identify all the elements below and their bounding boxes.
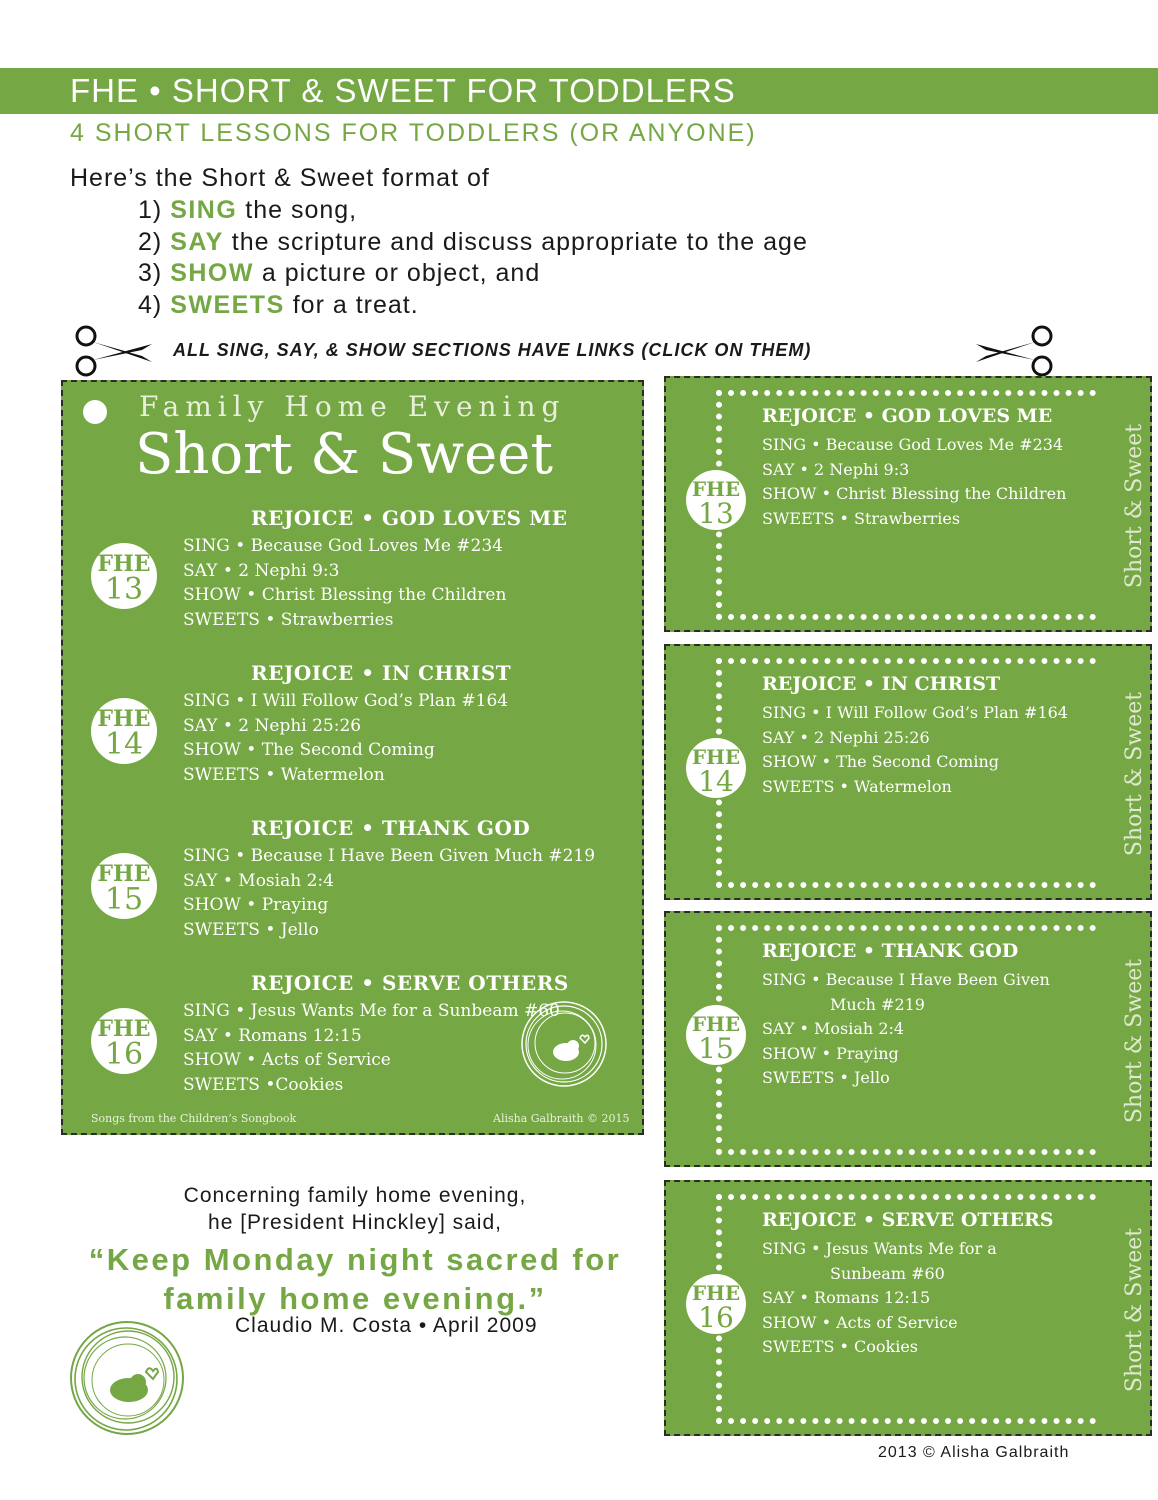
say-link[interactable]: SAY • 2 Nephi 25:26 bbox=[183, 715, 362, 736]
lesson-title: REJOICE • THANK GOD bbox=[762, 940, 1019, 962]
sweets-line: SWEETS • Strawberries bbox=[183, 610, 394, 631]
say-link[interactable]: SAY • Mosiah 2:4 bbox=[183, 870, 334, 891]
show-link[interactable]: SHOW • The Second Coming bbox=[183, 740, 435, 761]
small-card-13: FHE 13 REJOICE • GOD LOVES ME SING • Because God Loves Me #234 SAY • 2 Nephi 9:3 SHOW • Christ Blessing the Children SWEETS • Strawberries Short & Sweet bbox=[664, 376, 1152, 632]
fhe-badge: FHE 14 bbox=[91, 698, 157, 764]
sing-link[interactable]: SING • Because God Loves Me #234 bbox=[183, 536, 503, 556]
sweets-line: SWEETS • Watermelon bbox=[183, 765, 385, 786]
scissors-icon bbox=[976, 322, 1056, 382]
step-sing: 1) SING the song, bbox=[138, 196, 358, 224]
sing-link[interactable]: SING • Because God Loves Me #234 bbox=[762, 435, 1064, 454]
lesson-13 bbox=[63, 506, 644, 656]
punch-hole bbox=[83, 400, 107, 424]
show-link[interactable]: SHOW • Praying bbox=[762, 1043, 899, 1063]
card-main-title: Short & Sweet bbox=[135, 422, 553, 487]
step-keyword: SING bbox=[170, 196, 238, 224]
show-link[interactable]: SHOW • Acts of Service bbox=[762, 1312, 958, 1332]
sing-link[interactable]: SING • Because I Have Been Given bbox=[762, 970, 1050, 989]
say-link[interactable]: SAY • 2 Nephi 9:3 bbox=[183, 560, 340, 581]
step-keyword: SAY bbox=[170, 227, 224, 256]
step-show: 3) SHOW a picture or object, and bbox=[138, 259, 541, 288]
quote-line-2: family home evening.” bbox=[163, 1281, 547, 1316]
card-footer-source: Songs from the Children’s Songbook bbox=[91, 1112, 297, 1125]
step-keyword: SHOW bbox=[170, 259, 254, 288]
quote-citation: Claudio M. Costa • April 2009 bbox=[235, 1314, 538, 1337]
fhe-badge: FHE 16 bbox=[686, 1274, 746, 1334]
say-link[interactable]: SAY • Mosiah 2:4 bbox=[762, 1019, 905, 1038]
nest-logo-icon bbox=[518, 998, 610, 1090]
say-link[interactable]: SAY • 2 Nephi 25:26 bbox=[762, 727, 930, 747]
sing-link-continued[interactable]: Sunbeam #60 bbox=[830, 1263, 945, 1283]
sing-link[interactable]: SING • Because I Have Been Given Much #219 bbox=[183, 846, 596, 866]
quote-line-1: “Keep Monday night sacred for bbox=[88, 1242, 622, 1277]
lesson-title: REJOICE • GOD LOVES ME bbox=[762, 405, 1053, 427]
card-top-title: Family Home Evening bbox=[139, 390, 566, 423]
quote-intro-1: Concerning family home evening, bbox=[183, 1184, 527, 1207]
fhe-badge: FHE 13 bbox=[686, 470, 746, 530]
small-card-15: FHE 15 REJOICE • THANK GOD SING • Because I Have Been Given Much #219 SAY • Mosiah 2:4 SHOW • Praying SWEETS • Jello Short & Sweet bbox=[664, 911, 1152, 1167]
sweets-line: SWEETS • Jello bbox=[762, 1068, 890, 1087]
step-say: 2) SAY the scripture and discuss appropriate to the age bbox=[138, 227, 808, 256]
fhe-badge: FHE 14 bbox=[686, 738, 746, 798]
show-link[interactable]: SHOW • Acts of Service bbox=[183, 1050, 391, 1071]
lesson-title: REJOICE • IN CHRIST bbox=[762, 673, 1001, 695]
copyright: 2013 © Alisha Galbraith bbox=[878, 1444, 1070, 1461]
quote-intro-2: he [President Hinckley] said, bbox=[208, 1211, 502, 1234]
sing-link-continued[interactable]: Much #219 bbox=[830, 994, 925, 1014]
sing-link[interactable]: SING • I Will Follow God’s Plan #164 bbox=[762, 703, 1068, 722]
sing-link[interactable]: SING • Jesus Wants Me for a Sunbeam #60 bbox=[183, 1001, 560, 1021]
fhe-badge: FHE 16 bbox=[91, 1008, 157, 1074]
say-link[interactable]: SAY • Romans 12:15 bbox=[762, 1288, 931, 1307]
step-sweets: 4) SWEETS for a treat. bbox=[138, 291, 419, 320]
lesson-title: REJOICE • IN CHRIST bbox=[251, 661, 512, 685]
show-link[interactable]: SHOW • Christ Blessing the Children bbox=[183, 585, 507, 606]
lesson-title: REJOICE • THANK GOD bbox=[251, 816, 531, 840]
fhe-badge: FHE 15 bbox=[91, 853, 157, 919]
sweets-line: SWEETS • Watermelon bbox=[762, 776, 952, 796]
sweets-line: SWEETS •Cookies bbox=[183, 1075, 344, 1096]
format-steps bbox=[138, 195, 808, 322]
say-link[interactable]: SAY • Romans 12:15 bbox=[183, 1025, 362, 1046]
lesson-title: REJOICE • SERVE OTHERS bbox=[762, 1209, 1054, 1231]
scissors-icon bbox=[72, 322, 152, 382]
fhe-badge: FHE 15 bbox=[686, 1005, 746, 1065]
lesson-title: REJOICE • SERVE OTHERS bbox=[251, 971, 569, 995]
links-note: ALL SING, SAY, & SHOW SECTIONS HAVE LINKS (CLICK ON THEM) bbox=[173, 340, 812, 360]
show-link[interactable]: SHOW • Praying bbox=[183, 895, 329, 916]
show-link[interactable]: SHOW • Christ Blessing the Children bbox=[762, 484, 1067, 503]
fhe-badge: FHE 13 bbox=[91, 543, 157, 609]
sweets-line: SWEETS • Jello bbox=[183, 920, 319, 941]
show-link[interactable]: SHOW • The Second Coming bbox=[762, 752, 999, 771]
step-keyword: SWEETS bbox=[170, 291, 285, 320]
sing-link[interactable]: SING • Jesus Wants Me for a bbox=[762, 1239, 997, 1258]
sweets-line: SWEETS • Strawberries bbox=[762, 508, 961, 528]
sing-link[interactable]: SING • I Will Follow God’s Plan #164 bbox=[183, 691, 509, 711]
lesson-15 bbox=[63, 816, 644, 966]
say-link[interactable]: SAY • 2 Nephi 9:3 bbox=[762, 459, 910, 479]
page-subtitle: 4 SHORT LESSONS FOR TODDLERS (OR ANYONE) bbox=[70, 119, 757, 147]
small-card-16: FHE 16 REJOICE • SERVE OTHERS SING • Jesus Wants Me for a Sunbeam #60 SAY • Romans 12:15 SHOW • Acts of Service SWEETS • Cookies Short & Sweet bbox=[664, 1180, 1152, 1436]
intro-lead: Here’s the Short & Sweet format of bbox=[70, 164, 490, 192]
card-footer-credit: Alisha Galbraith © 2015 bbox=[493, 1112, 630, 1125]
nest-logo-icon bbox=[66, 1318, 188, 1438]
lesson-14 bbox=[63, 661, 644, 811]
page-title: FHE • SHORT & SWEET FOR TODDLERS bbox=[70, 72, 736, 109]
big-lesson-card bbox=[61, 380, 644, 1135]
sweets-line: SWEETS • Cookies bbox=[762, 1337, 919, 1356]
lesson-title: REJOICE • GOD LOVES ME bbox=[251, 506, 568, 530]
small-card-14: FHE 14 REJOICE • IN CHRIST SING • I Will Follow God’s Plan #164 SAY • 2 Nephi 25:26 SHOW • The Second Coming SWEETS • Watermelon Short & Sweet bbox=[664, 644, 1152, 900]
